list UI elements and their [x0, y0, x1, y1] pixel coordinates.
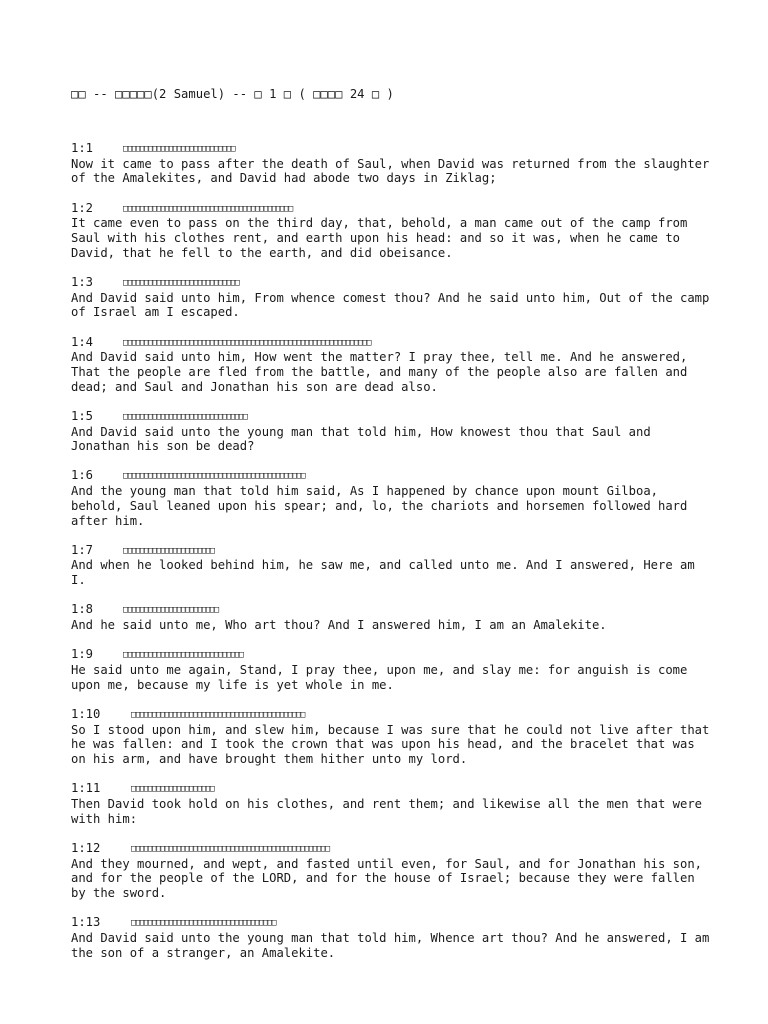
verse-original-text: □□□□□□□□□□□□□□□□□□□□□□□□□□□□□ [123, 650, 243, 661]
verse-text: Now it came to pass after the death of Saul, when David was returned from the slaughter of the Amalekites, and David had abode two days in Ziklag; [71, 156, 710, 186]
verse-text: And David said unto him, How went the matter? I pray thee, tell me. And he answered, That the people are fled from the battle, and many of the people also are fallen and dead; and Saul and Jonathan his son are dead also. [71, 350, 688, 394]
verse [71, 141, 711, 186]
verse [71, 275, 711, 320]
verse-text: Then David took hold on his clothes, and rent them; and likewise all the men that were with him: [71, 796, 703, 826]
verse-ref: 1:12 [71, 840, 101, 855]
verse [71, 201, 711, 261]
verse-text: And David said unto the young man that told him, How knowest thou that Saul and Jonathan his son be dead? [71, 424, 651, 454]
verse-text: And the young man that told him said, As I happened by chance upon mount Gilboa, behold, Saul leaned upon his spear; and, lo, the chariots and horsemen followed hard after him. [71, 484, 688, 528]
verse-ref: 1:4 [71, 334, 94, 349]
verse [71, 781, 711, 826]
verse-ref: 1:11 [71, 781, 101, 796]
verse [71, 468, 711, 528]
verse-original-text: □□□□□□□□□□□□□□□□□□□□□□□□□□□□ [123, 277, 239, 288]
verse-ref: 1:10 [71, 706, 101, 721]
verse-text: He said unto me again, Stand, I pray thee, upon me, and slay me: for anguish is come upon me, because my life is yet whole in me. [71, 662, 688, 692]
verse-original-text: □□□□□□□□□□□□□□□□□□□□□□□□□□□□□□□□□□□□□□□□□ [123, 203, 292, 214]
verse-original-text: □□□□□□□□□□□□□□□□□□□□□□ [123, 545, 214, 556]
verse-original-text: □□□□□□□□□□□□□□□□□□□□□□□□□□□□□□□□□□□□□□□□□□□□ [123, 471, 305, 482]
document-title: □□ -- □□□□□(2 Samuel) -- □ 1 □ ( □□□□ 24 □ ) [71, 87, 394, 101]
verse-original-text: □□□□□□□□□□□□□□□□□□□□□□□□□□□□□□□□□□□□□□□□□□ [131, 709, 304, 720]
verse [71, 409, 711, 454]
verse [71, 647, 711, 692]
verse-ref: 1:3 [71, 274, 94, 289]
verse-ref: 1:6 [71, 468, 94, 483]
verse-text: It came even to pass on the third day, that, behold, a man came out of the camp from Saul with his clothes rent, and earth upon his head: and so it was, when he came to David, that he fell to the earth, and did obeisance. [71, 216, 688, 260]
verse-original-text: □□□□□□□□□□□□□□□□□□□□□□□□□□□□□□□□□□□□□□□□□□□□□□□□ [131, 843, 329, 854]
verse [71, 841, 711, 901]
verse-text: And David said unto him, From whence comest thou? And he said unto him, Out of the camp of Israel am I escaped. [71, 290, 710, 320]
verse [71, 543, 711, 588]
verse-ref: 1:9 [71, 647, 94, 662]
verse [71, 707, 711, 767]
verse-text: And David said unto the young man that told him, Whence art thou? And he answered, I am the son of a stranger, an Amalekite. [71, 930, 710, 960]
verse-ref: 1:13 [71, 915, 101, 930]
verse-original-text: □□□□□□□□□□□□□□□□□□□□ [131, 784, 214, 795]
verse-text: And when he looked behind him, he saw me, and called unto me. And I answered, Here am I. [71, 558, 695, 588]
verse-text: And he said unto me, Who art thou? And I answered him, I am an Amalekite. [71, 618, 607, 633]
verse-text: And they mourned, and wept, and fasted until even, for Saul, and for Jonathan his son, and for the people of the LORD, and for the house of Israel; because they were fallen by the sword. [71, 856, 703, 900]
verse [71, 915, 711, 960]
verse-ref: 1:2 [71, 200, 94, 215]
verse-original-text: □□□□□□□□□□□□□□□□□□□□□□□ [123, 605, 218, 616]
document-page [71, 86, 711, 975]
verse [71, 602, 711, 632]
verse-ref: 1:1 [71, 141, 94, 155]
verse [71, 335, 711, 395]
verse-original-text: □□□□□□□□□□□□□□□□□□□□□□□□□□□□□□□□□□□ [131, 918, 276, 929]
verse-original-text: □□□□□□□□□□□□□□□□□□□□□□□□□□□□□□□□□□□□□□□□□□□□□□□□□□□□□□□□□□□□ [123, 337, 371, 348]
verse-ref: 1:8 [71, 602, 94, 617]
verse-text: So I stood upon him, and slew him, because I was sure that he could not live after that he was fallen: and I took the crown that was upon his head, and the bracelet that was on his arm, and have brought them hither unto my lord. [71, 722, 710, 766]
verse-original-text: □□□□□□□□□□□□□□□□□□□□□□□□□□□□□□ [123, 411, 247, 422]
verse-ref: 1:7 [71, 542, 94, 557]
verse-original-text: □□□□□□□□□□□□□□□□□□□□□□□□□□□ [123, 144, 235, 154]
verse-ref: 1:5 [71, 408, 94, 423]
